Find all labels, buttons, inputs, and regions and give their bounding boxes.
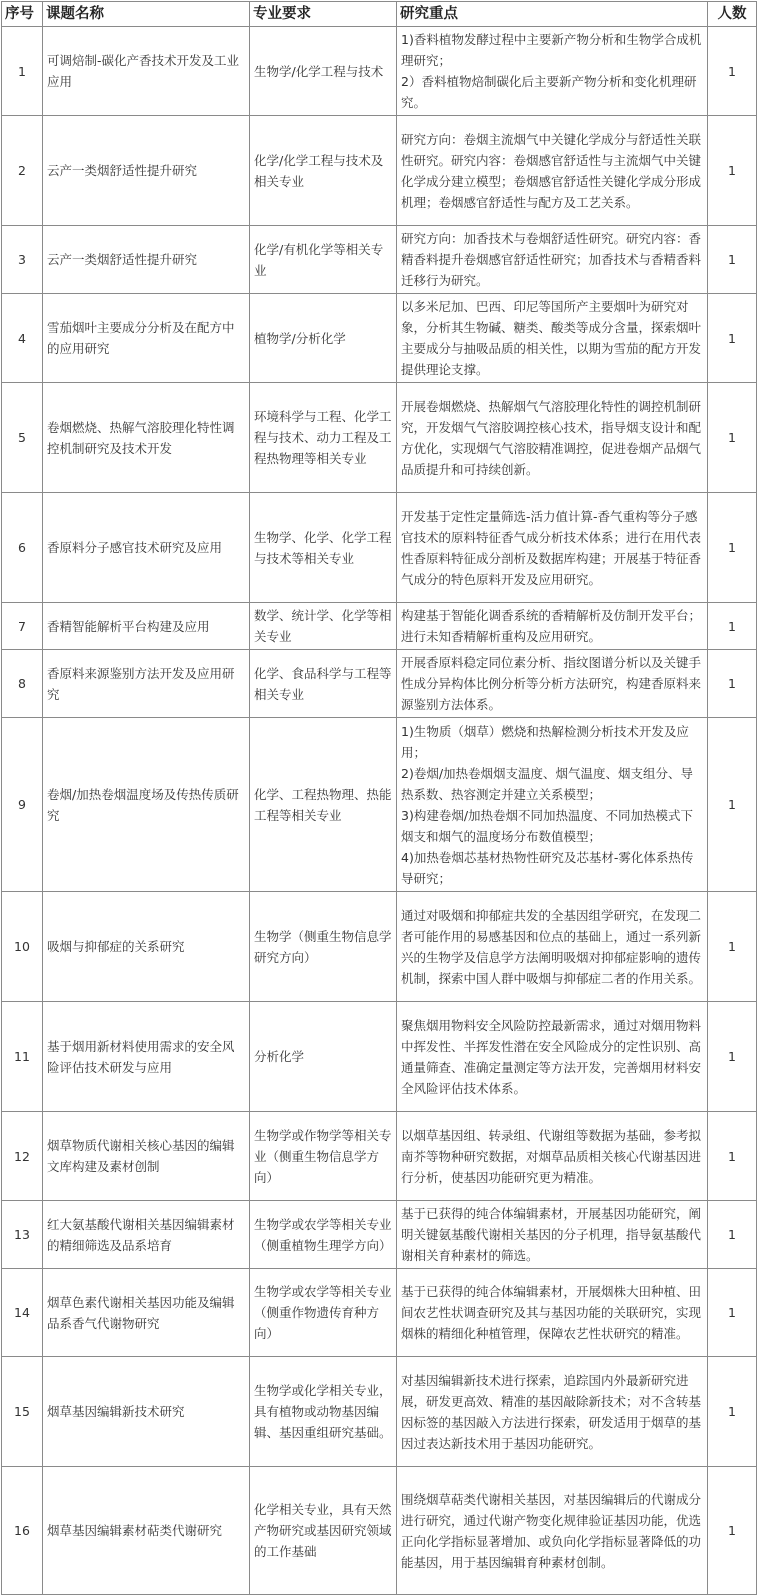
- table-header-row: [2, 2, 757, 27]
- row-topic-name: 雪茄烟叶主要成分分析及在配方中的应用研究: [43, 294, 250, 383]
- row-index: 11: [2, 1002, 43, 1112]
- row-major-requirement: 化学、工程热物理、热能工程等相关专业: [250, 718, 397, 892]
- row-index: 16: [2, 1467, 43, 1595]
- table-row: [2, 1467, 757, 1595]
- row-topic-name: 基于烟用新材料使用需求的安全风险评估技术研发与应用: [43, 1002, 250, 1112]
- header-topic-name: 课题名称: [43, 2, 250, 27]
- table-row: [2, 1269, 757, 1357]
- row-topic-name: 可调焙制-碳化产香技术开发及工业应用: [43, 27, 250, 116]
- row-headcount: 1: [708, 27, 757, 116]
- table-row: [2, 383, 757, 493]
- row-topic-name: 烟草物质代谢相关核心基因的编辑文库构建及素材创制: [43, 1112, 250, 1201]
- row-headcount: 1: [708, 116, 757, 226]
- row-index: 3: [2, 226, 43, 294]
- row-headcount: 1: [708, 226, 757, 294]
- row-index: 5: [2, 383, 43, 493]
- focus-line: 3)构建卷烟/加热卷烟不同加热温度、不同加热模式下烟支和烟气的温度场分布数值模型；: [401, 807, 694, 844]
- header-index: 序号: [2, 2, 43, 27]
- row-research-focus: 对基因编辑新技术进行探索，追踪国内外最新研究进展，研发更高效、精准的基因敲除新技术；对不含转基因标签的基因敲入方法进行探索，研发适用于烟草的基因过表达新技术用于基因功能研究。: [397, 1357, 708, 1467]
- row-headcount: 1: [708, 383, 757, 493]
- row-research-focus: 构建基于智能化调香系统的香精解析及仿制开发平台；进行未知香精解析重构及应用研究。: [397, 603, 708, 650]
- table-row: [2, 294, 757, 383]
- row-headcount: 1: [708, 650, 757, 718]
- row-headcount: 1: [708, 1467, 757, 1595]
- row-topic-name: 烟草色素代谢相关基因功能及编辑品系香气代谢物研究: [43, 1269, 250, 1357]
- row-topic-name: 香原料来源鉴别方法开发及应用研究: [43, 650, 250, 718]
- row-headcount: 1: [708, 1002, 757, 1112]
- row-topic-name: 香原料分子感官技术研究及应用: [43, 493, 250, 603]
- row-topic-name: 卷烟燃烧、热解气溶胶理化特性调控机制研究及技术开发: [43, 383, 250, 493]
- table-body: [2, 27, 757, 1595]
- row-research-focus: 研究方向：加香技术与卷烟舒适性研究。研究内容：香精香料提升卷烟感官舒适性研究；加香技术与香精香料迁移行为研究。: [397, 226, 708, 294]
- table-row: [2, 892, 757, 1002]
- focus-line: 1)香料植物发酵过程中主要新产物分析和生物学合成机理研究；: [401, 32, 702, 68]
- row-topic-name: 香精智能解析平台构建及应用: [43, 603, 250, 650]
- table-row: [2, 27, 757, 116]
- row-headcount: 1: [708, 1201, 757, 1269]
- row-research-focus: [397, 718, 708, 892]
- row-major-requirement: 数学、统计学、化学等相关专业: [250, 603, 397, 650]
- table-row: [2, 1201, 757, 1269]
- row-index: 14: [2, 1269, 43, 1357]
- row-index: 7: [2, 603, 43, 650]
- row-research-focus: 研究方向：卷烟主流烟气中关键化学成分与舒适性关联性研究。研究内容：卷烟感官舒适性与主流烟气中关键化学成分建立模型；卷烟感官舒适性关键化学成分形成机理；卷烟感官舒适性与配方及工艺关系。: [397, 116, 708, 226]
- row-major-requirement: 生物学（侧重生物信息学研究方向）: [250, 892, 397, 1002]
- row-headcount: 1: [708, 603, 757, 650]
- table-row: [2, 603, 757, 650]
- row-research-focus: 通过对吸烟和抑郁症共发的全基因组学研究，在发现二者可能作用的易感基因和位点的基础上，通过一系列新兴的生物学及信息学方法阐明吸烟对抑郁症影响的遗传机制，探索中国人群中吸烟与抑郁症二者的作用关系。: [397, 892, 708, 1002]
- row-research-focus: 围绕烟草萜类代谢相关基因，对基因编辑后的代谢成分进行研究，通过代谢产物变化规律验证基因功能，优选正向化学指标显著增加、或负向化学指标显著降低的功能基因，用于基因编辑育种素材创制。: [397, 1467, 708, 1595]
- row-major-requirement: 化学、食品科学与工程等相关专业: [250, 650, 397, 718]
- row-research-focus: 以多米尼加、巴西、印尼等国所产主要烟叶为研究对象，分析其生物碱、糖类、酸类等成分含量，探索烟叶主要成分与抽吸品质的相关性，以期为雪茄的配方开发提供理论支撑。: [397, 294, 708, 383]
- row-headcount: 1: [708, 718, 757, 892]
- row-headcount: 1: [708, 493, 757, 603]
- row-headcount: 1: [708, 1269, 757, 1357]
- row-headcount: 1: [708, 1112, 757, 1201]
- table-row: [2, 1002, 757, 1112]
- row-topic-name: 卷烟/加热卷烟温度场及传热传质研究: [43, 718, 250, 892]
- row-index: 8: [2, 650, 43, 718]
- row-major-requirement: 生物学/化学工程与技术: [250, 27, 397, 116]
- row-major-requirement: 生物学或农学等相关专业（侧重植物生理学方向）: [250, 1201, 397, 1269]
- row-topic-name: 云产一类烟舒适性提升研究: [43, 226, 250, 294]
- row-index: 10: [2, 892, 43, 1002]
- row-index: 13: [2, 1201, 43, 1269]
- header-headcount: 人数: [708, 2, 757, 27]
- research-topics-table: [1, 1, 757, 1595]
- table-row: [2, 493, 757, 603]
- table-row: [2, 1357, 757, 1467]
- row-headcount: 1: [708, 892, 757, 1002]
- row-index: 4: [2, 294, 43, 383]
- row-headcount: 1: [708, 294, 757, 383]
- row-research-focus: [397, 27, 708, 116]
- row-research-focus: 以烟草基因组、转录组、代谢组等数据为基础，参考拟南芥等物种研究数据，对烟草品质相关核心代谢基因进行分析，使基因功能研究更为精准。: [397, 1112, 708, 1201]
- focus-line: 2）香料植物焙制碳化后主要新产物分析和变化机理研究。: [401, 74, 697, 110]
- row-major-requirement: 化学相关专业，具有天然产物研究或基因研究领域的工作基础: [250, 1467, 397, 1595]
- row-index: 6: [2, 493, 43, 603]
- row-research-focus: 基于已获得的纯合体编辑素材，开展烟株大田种植、田间农艺性状调查研究及其与基因功能的关联研究，实现烟株的精细化种植管理，保障农艺性状研究的精准。: [397, 1269, 708, 1357]
- row-major-requirement: 分析化学: [250, 1002, 397, 1112]
- row-index: 2: [2, 116, 43, 226]
- row-index: 1: [2, 27, 43, 116]
- row-topic-name: 吸烟与抑郁症的关系研究: [43, 892, 250, 1002]
- table-row: [2, 650, 757, 718]
- row-major-requirement: 生物学或作物学等相关专业（侧重生物信息学方向）: [250, 1112, 397, 1201]
- table-row: [2, 718, 757, 892]
- row-research-focus: 聚焦烟用物料安全风险防控最新需求，通过对烟用物料中挥发性、半挥发性潜在安全风险成分的定性识别、高通量筛查、准确定量测定等方法开发，完善烟用材料安全风险评估技术体系。: [397, 1002, 708, 1112]
- row-major-requirement: 生物学或农学等相关专业（侧重作物遗传育种方向）: [250, 1269, 397, 1357]
- row-major-requirement: 化学/有机化学等相关专业: [250, 226, 397, 294]
- row-index: 12: [2, 1112, 43, 1201]
- row-major-requirement: 生物学或化学相关专业，具有植物或动物基因编辑、基因重组研究基础。: [250, 1357, 397, 1467]
- focus-line: 4)加热卷烟芯基材热物性研究及芯基材-雾化体系热传导研究；: [401, 849, 694, 886]
- row-topic-name: 红大氨基酸代谢相关基因编辑素材的精细筛选及品系培育: [43, 1201, 250, 1269]
- table-row: [2, 1112, 757, 1201]
- focus-line: 1)生物质（烟草）燃烧和热解检测分析技术开发及应用；: [401, 723, 689, 760]
- row-topic-name: 烟草基因编辑素材萜类代谢研究: [43, 1467, 250, 1595]
- row-index: 15: [2, 1357, 43, 1467]
- row-topic-name: 烟草基因编辑新技术研究: [43, 1357, 250, 1467]
- row-research-focus: 开展卷烟燃烧、热解烟气气溶胶理化特性的调控机制研究，开发烟气气溶胶调控核心技术，指导烟支设计和配方优化，实现烟气气溶胶精准调控，促进卷烟产品烟气品质提升和可持续创新。: [397, 383, 708, 493]
- row-research-focus: 开展香原料稳定同位素分析、指纹图谱分析以及关键手性成分异构体比例分析等分析方法研究，构建香原料来源鉴别方法体系。: [397, 650, 708, 718]
- header-research-focus: 研究重点: [397, 2, 708, 27]
- focus-line: 2)卷烟/加热卷烟烟支温度、烟气温度、烟支组分、导热系数、热容测定并建立关系模型；: [401, 765, 694, 802]
- row-major-requirement: 植物学/分析化学: [250, 294, 397, 383]
- row-major-requirement: 环境科学与工程、化学工程与技术、动力工程及工程热物理等相关专业: [250, 383, 397, 493]
- row-topic-name: 云产一类烟舒适性提升研究: [43, 116, 250, 226]
- table-row: [2, 116, 757, 226]
- row-major-requirement: 化学/化学工程与技术及相关专业: [250, 116, 397, 226]
- row-major-requirement: 生物学、化学、化学工程与技术等相关专业: [250, 493, 397, 603]
- row-headcount: 1: [708, 1357, 757, 1467]
- header-major-requirement: 专业要求: [250, 2, 397, 27]
- table-row: [2, 226, 757, 294]
- row-index: 9: [2, 718, 43, 892]
- row-research-focus: 基于已获得的纯合体编辑素材，开展基因功能研究，阐明关键氨基酸代谢相关基因的分子机理，指导氨基酸代谢相关育种素材的筛选。: [397, 1201, 708, 1269]
- row-research-focus: 开发基于定性定量筛选-活力值计算-香气重构等分子感官技术的原料特征香气成分析技术体系；进行在用代表性香原料特征成分剖析及数据库构建；开展基于特征香气成分的特色原料开发及应用研究。: [397, 493, 708, 603]
